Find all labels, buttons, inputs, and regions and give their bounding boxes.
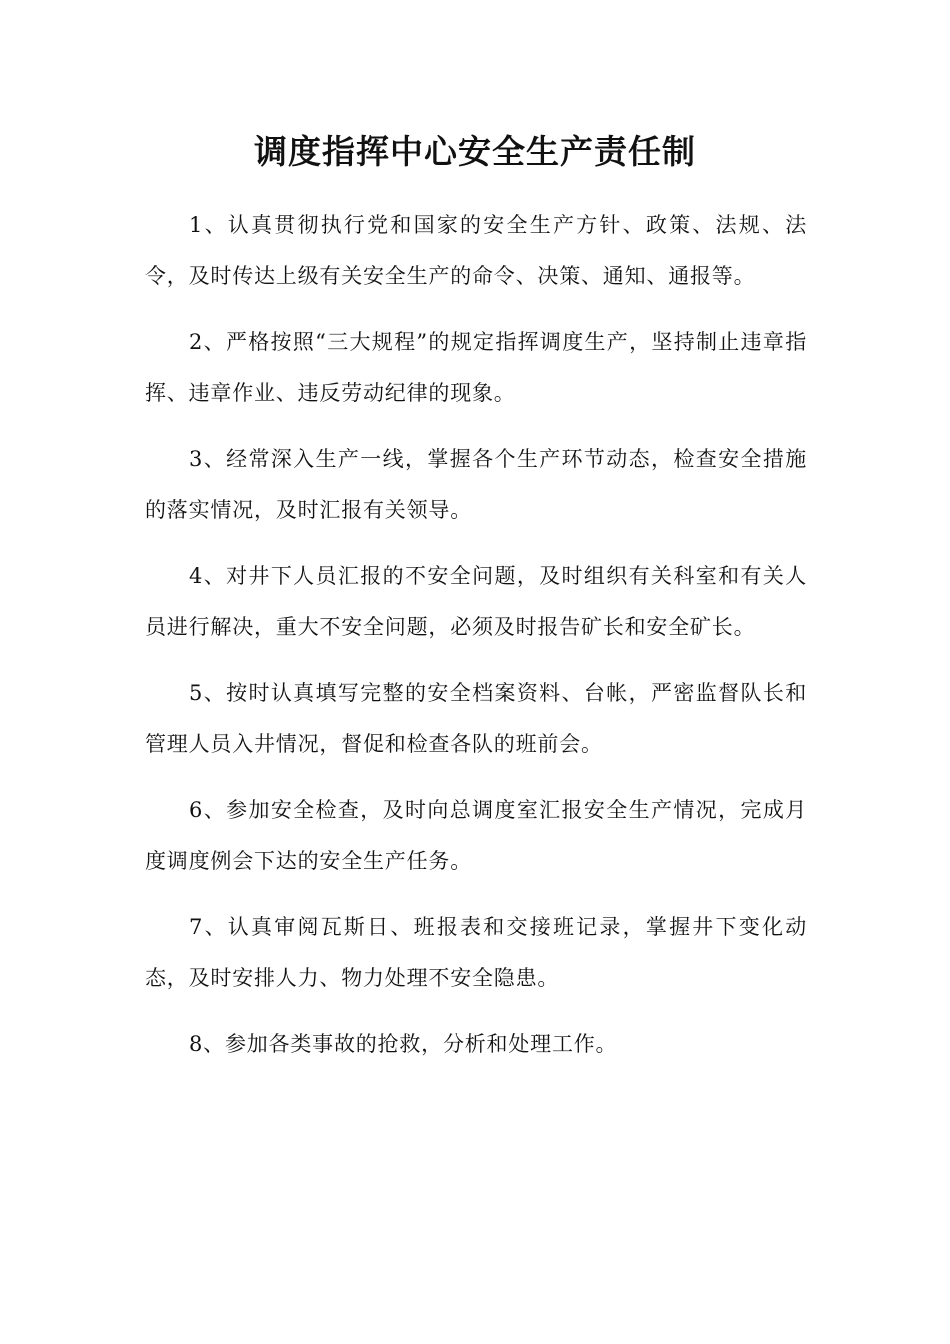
paragraph-6: 6、参加安全检查，及时向总调度室汇报安全生产情况，完成月度调度例会下达的安全生产任务。	[145, 798, 807, 873]
paragraph-5: 5、按时认真填写完整的安全档案资料、台帐，严密监督队长和管理人员入井情况，督促和检查各队的班前会。	[145, 681, 807, 756]
paragraph-1: 1、认真贯彻执行党和国家的安全生产方针、政策、法规、法令，及时传达上级有关安全生产的命令、决策、通知、通报等。	[145, 213, 807, 288]
paragraph-4: 4、对井下人员汇报的不安全问题，及时组织有关科室和有关人员进行解决，重大不安全问题，必须及时报告矿长和安全矿长。	[145, 564, 807, 639]
paragraph-8: 8、参加各类事故的抢救，分析和处理工作。	[189, 1032, 618, 1056]
document-title: 调度指挥中心安全生产责任制	[254, 132, 696, 171]
paragraph-3: 3、经常深入生产一线，掌握各个生产环节动态，检查安全措施的落实情况，及时汇报有关领导。	[145, 447, 807, 522]
paragraph-2: 2、严格按照“三大规程”的规定指挥调度生产，坚持制止违章指挥、违章作业、违反劳动纪律的现象。	[145, 330, 807, 405]
document-body	[145, 200, 807, 1085]
paragraph-7: 7、认真审阅瓦斯日、班报表和交接班记录，掌握井下变化动态，及时安排人力、物力处理不安全隐患。	[145, 915, 807, 990]
